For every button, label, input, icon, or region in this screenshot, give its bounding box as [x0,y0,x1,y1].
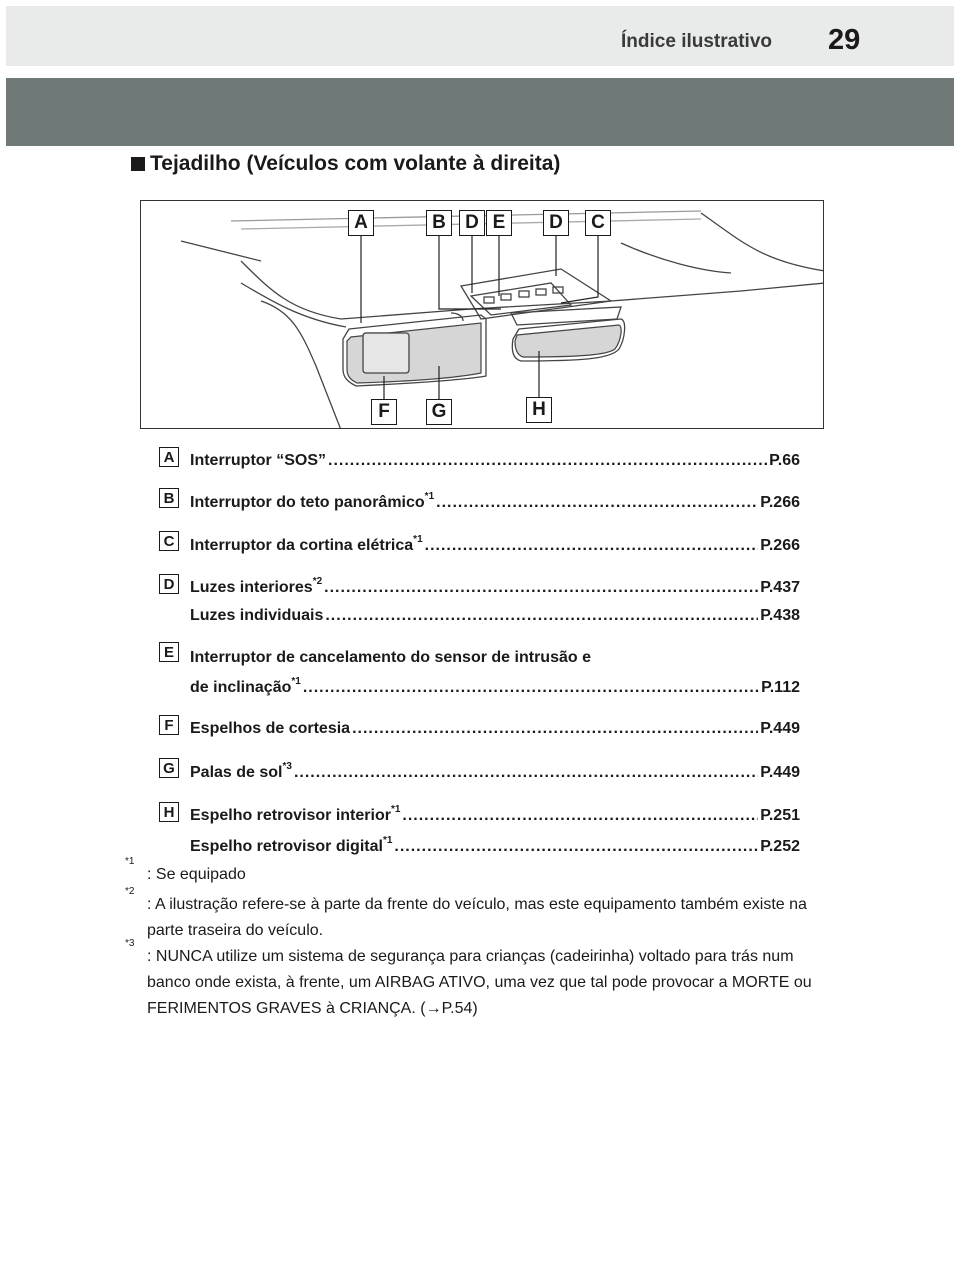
index-entry [190,575,800,597]
leader-dots [394,838,758,856]
header-band [6,6,954,66]
entry-text: Interruptor “SOS” [190,452,327,469]
entry-text: Interruptor da cortina elétrica [190,537,414,554]
footnote-2: *2 : A ilustração refere-se à parte da frente do veículo, mas este equipamento também existe na parte traseira do veículo. [125,892,840,944]
entry-text: de inclinação [190,679,292,696]
index-entry [190,490,800,512]
index-entry [190,716,800,738]
callout-h: H [526,397,552,423]
entry-text: Palas de sol [190,764,283,781]
page-reference-link[interactable]: P.437 [760,579,800,596]
page-reference-link[interactable]: P.112 [761,679,800,696]
footnote-text: : A ilustração refere-se à parte da frente do veículo, mas este equipamento também existe na parte traseira do veículo. [147,896,807,939]
page-reference-link[interactable]: P.266 [760,537,800,554]
entry-text: Espelho retrovisor digital [190,838,383,855]
roof-illustration [140,200,824,429]
entry-footnote-ref: *1 [390,803,401,815]
entry-footnote-ref: *1 [413,533,423,545]
callout-d: D [459,210,485,236]
index-entry [190,803,800,825]
footnote-text: : NUNCA utilize um sistema de segurança para crianças (cadeirinha) voltado para trás num banco onde exista, à frente, um AIRBAG ATIVO, uma vez que tal pode provocar a MORTE ou FERIMENTOS GRAVES à CRIANÇA. (→P.54) [147,948,812,1017]
leader-dots [325,607,758,625]
entry-text: Luzes interiores [190,579,313,596]
page-reference-link[interactable]: P.449 [760,764,800,781]
item-label-e: E [159,642,179,662]
item-label-f: F [159,715,179,735]
entry-text: Espelho retrovisor interior [190,807,391,824]
index-entry [190,675,800,697]
page-reference-link[interactable]: P.251 [760,807,800,824]
callout-a: A [348,210,374,236]
entry-footnote-ref: *3 [282,760,292,772]
entry-text: Interruptor de cancelamento do sensor de intrusão e [190,649,591,666]
entry-text: Luzes individuais [190,607,324,624]
leader-dots [425,537,759,555]
leader-dots [402,807,758,825]
item-label-h: H [159,802,179,822]
item-label-a: A [159,447,179,467]
page-reference-link[interactable]: P.252 [760,838,800,855]
index-entry [190,533,800,555]
item-label-g: G [159,758,179,778]
callout-f: F [371,399,397,425]
callout-c: C [585,210,611,236]
heading-text: Tejadilho (Veículos com volante à direita) [150,152,561,175]
chapter-bar [6,78,954,146]
page-reference-link[interactable]: P.66 [769,452,800,469]
footnote-text: : Se equipado [147,866,246,883]
footnote-1: *1 : Se equipado [125,862,840,888]
page-reference-link[interactable]: P.449 [760,720,800,737]
page-reference-link[interactable]: P.266 [760,494,800,511]
leader-dots [324,579,758,597]
leader-dots [436,494,758,512]
leader-dots [328,452,767,470]
index-entry [190,448,800,470]
index-entry [190,645,800,667]
section-title: Índice ilustrativo [621,31,772,52]
item-label-b: B [159,488,179,508]
callout-g: G [426,399,452,425]
page-reference-link[interactable]: P.438 [760,607,800,624]
index-entry [190,603,800,625]
bullet-square-icon [131,157,145,171]
callout-d-2: D [543,210,569,236]
leader-dots [303,679,759,697]
entry-footnote-ref: *1 [291,675,301,687]
index-entry [190,834,800,856]
leader-dots [352,720,758,738]
entry-footnote-ref: *1 [382,834,393,846]
callout-e: E [486,210,512,236]
section-heading [131,152,560,176]
entry-footnote-ref: *2 [312,575,323,587]
entry-text: Interruptor do teto panorâmico [190,494,425,511]
page-number: 29 [828,24,861,56]
leader-dots [294,764,758,782]
item-label-d: D [159,574,179,594]
entry-footnote-ref: *1 [424,490,435,502]
callout-b: B [426,210,452,236]
entry-text: Espelhos de cortesia [190,720,351,737]
footnote-3: *3 : NUNCA utilize um sistema de segurança para crianças (cadeirinha) voltado para trás num banco onde exista, à frente, um AIRBAG ATIVO, uma vez que tal pode provocar a MORTE ou FERIMENTOS GRAVES à CRIANÇA. (→P.54) [125,944,840,1022]
index-entry [190,760,800,782]
item-label-c: C [159,531,179,551]
